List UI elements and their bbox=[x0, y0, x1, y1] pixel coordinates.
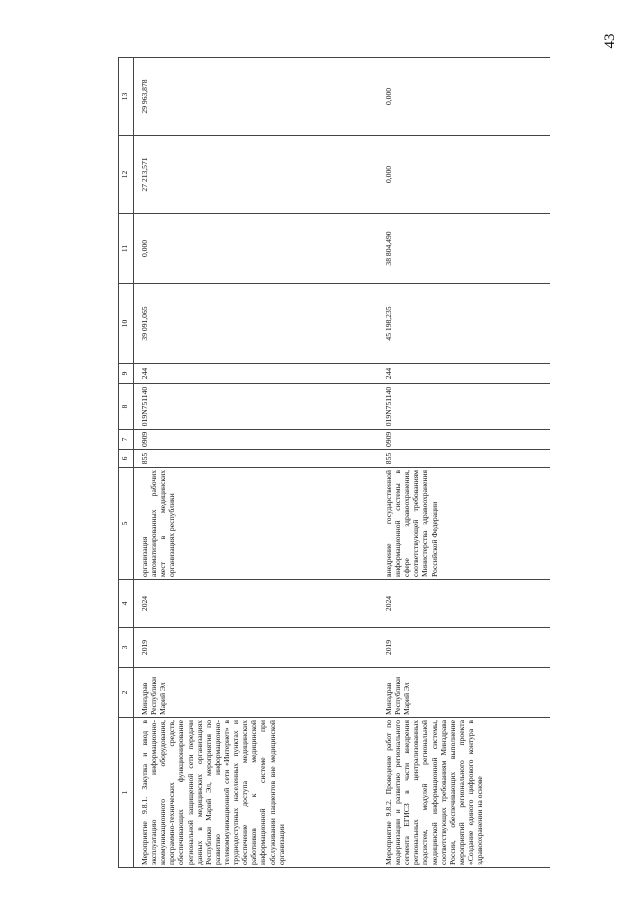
amount-cell: 29 963,878 bbox=[134, 58, 381, 136]
header-row bbox=[119, 58, 134, 868]
col-header-8: 8 bbox=[119, 384, 134, 430]
end-year-cell: 2024 bbox=[134, 580, 381, 628]
amount-cell: 38 804,490 bbox=[380, 214, 550, 284]
table-row bbox=[134, 58, 381, 868]
code-section-cell: 0909 bbox=[134, 430, 381, 450]
code-section-cell: 0909 bbox=[380, 430, 550, 450]
page-number: 43 bbox=[602, 33, 618, 49]
amount-cell: 0,000 bbox=[380, 58, 550, 136]
start-year-cell: 2019 bbox=[134, 628, 381, 668]
amount-cell: 39 091,065 bbox=[134, 284, 381, 364]
rotated-table-container bbox=[118, 58, 548, 868]
measure-cell: Мероприятие 9.8.1. Закупка и ввод в эксплуатацию информационно-коммуникационного оборудования, программно-технических средств, обеспечивающих функционирование региональной защищенной сети передачи данных в медицинских организациях Республики Марий Эл, мероприятия по развитию информационно-телекоммуникационной сети «Интернет» в труднодоступных населенных пунктах и обеспечение доступа медицинских работников к медицинской информационной системе при обслуживании пациентов вне медицинской организации bbox=[134, 718, 381, 868]
amount-cell: 27 213,571 bbox=[134, 136, 381, 214]
budget-table bbox=[118, 57, 550, 868]
amount-cell: 45 198,235 bbox=[380, 284, 550, 364]
col-header-13: 13 bbox=[119, 58, 134, 136]
code-target-cell: 019N751140 bbox=[380, 384, 550, 430]
col-header-5: 5 bbox=[119, 468, 134, 580]
col-header-12: 12 bbox=[119, 136, 134, 214]
col-header-11: 11 bbox=[119, 214, 134, 284]
col-header-2: 2 bbox=[119, 668, 134, 718]
col-header-6: 6 bbox=[119, 450, 134, 468]
col-header-10: 10 bbox=[119, 284, 134, 364]
executor-cell: Минздрав Республики Марий Эл bbox=[380, 668, 550, 718]
measure-cell: Мероприятие 9.8.2. Проведение работ по модернизации и развитию регионального сегмента ЕГИСЗ в части внедрения региональных централизованных подсистем, модулей региональной медицинской информационной системы, соответствующих требованиям Минздрава России, обеспечивающих выполнение мероприятий регионального проекта «Создание единого цифрового контура в здравоохранении на основе bbox=[380, 718, 550, 868]
col-header-3: 3 bbox=[119, 628, 134, 668]
code-grbs-cell: 855 bbox=[134, 450, 381, 468]
amount-cell: 0,000 bbox=[380, 136, 550, 214]
col-header-4: 4 bbox=[119, 580, 134, 628]
code-type-cell: 244 bbox=[380, 364, 550, 384]
table-row bbox=[380, 58, 550, 868]
amount-cell: 0,000 bbox=[134, 214, 381, 284]
result-cell: внедрение государственной информационной системы в сфере здравоохранения, соответствующей требованиям Министерства здравоохранения Российской Федерации bbox=[380, 468, 550, 580]
col-header-9: 9 bbox=[119, 364, 134, 384]
code-grbs-cell: 855 bbox=[380, 450, 550, 468]
start-year-cell: 2019 bbox=[380, 628, 550, 668]
executor-cell: Минздрав Республики Марий Эл bbox=[134, 668, 381, 718]
code-type-cell: 244 bbox=[134, 364, 381, 384]
result-cell: организация автоматизированных рабочих мест в медицинских организациях республики bbox=[134, 468, 381, 580]
col-header-1: 1 bbox=[119, 718, 134, 868]
code-target-cell: 019N751140 bbox=[134, 384, 381, 430]
col-header-7: 7 bbox=[119, 430, 134, 450]
end-year-cell: 2024 bbox=[380, 580, 550, 628]
